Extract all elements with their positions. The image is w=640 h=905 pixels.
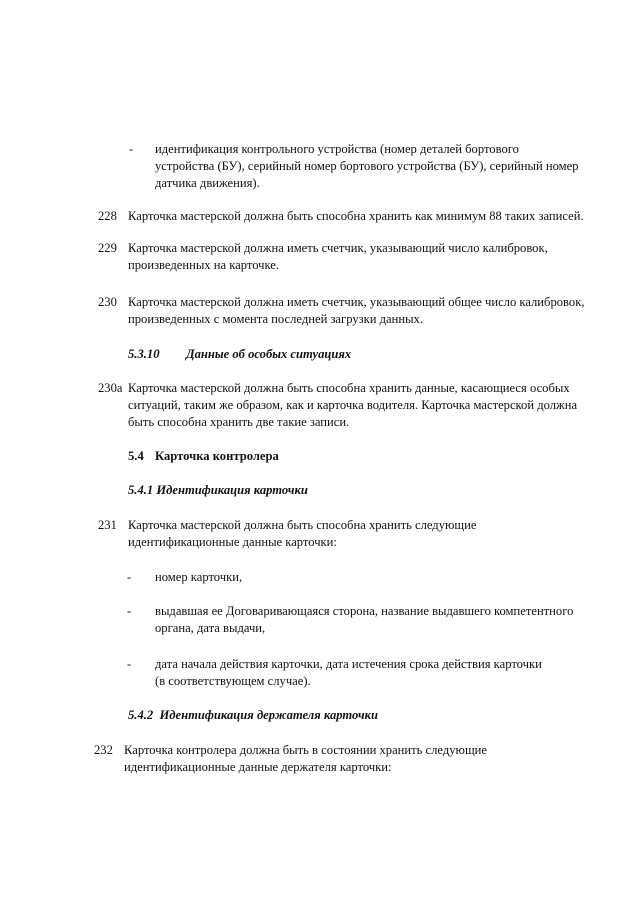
paragraph-number: 229: [98, 241, 117, 255]
text-line: Карточка мастерской должна быть способна хранить как минимум 88 таких записей.: [128, 209, 584, 223]
text-line: ситуаций, таким же образом, как и карточка водителя. Карточка мастерской должна: [128, 398, 578, 412]
text-line: дата начала действия карточки, дата истечения срока действия карточки: [155, 657, 542, 671]
subsection-heading: 5.4.1 Идентификация карточки: [128, 483, 308, 497]
bullet-item: [155, 603, 573, 637]
paragraph-229: [128, 240, 548, 274]
paragraph-number: 230a: [98, 381, 123, 395]
paragraph-231: [128, 517, 476, 551]
paragraph-number: 231: [98, 518, 117, 532]
paragraph-230: [128, 294, 584, 328]
bullet-marker: -: [129, 142, 134, 156]
bullet-item: [155, 569, 242, 586]
text-line: произведенных на карточке.: [128, 258, 280, 272]
section-number: 5.3.10: [128, 347, 160, 361]
top-bullet-text: [155, 141, 579, 192]
bullet-marker: -: [127, 604, 132, 618]
text-line: быть способна хранить две такие записи.: [128, 415, 350, 429]
section-title: Карточка контролера: [155, 449, 279, 463]
text-line: устройства (БУ), серийный номер бортового устройства (БУ), серийный номер: [155, 159, 579, 173]
bullet-marker: -: [127, 570, 132, 584]
paragraph-228: [128, 208, 584, 225]
bullet-marker: -: [127, 657, 132, 671]
section-title: Данные об особых ситуациях: [186, 347, 352, 361]
text-line: номер карточки,: [155, 570, 243, 584]
text-line: Карточка мастерской должна иметь счетчик, указывающий общее число калибровок,: [128, 295, 585, 309]
text-line: Карточка мастерской должна быть способна хранить следующие: [128, 518, 477, 532]
text-line: идентификационные данные держателя карточки:: [124, 760, 392, 774]
text-line: Карточка мастерской должна быть способна хранить данные, касающиеся особых: [128, 381, 570, 395]
paragraph-number: 232: [94, 743, 113, 757]
text-line: произведенных с момента последней загрузки данных.: [128, 312, 423, 326]
subsection-heading: 5.4.2 Идентификация держателя карточки: [128, 708, 378, 722]
section-number: 5.4: [128, 449, 144, 463]
text-line: датчика движения).: [155, 176, 260, 190]
paragraph-230a: [128, 380, 577, 431]
text-line: (в соответствующем случае).: [155, 674, 311, 688]
text-line: идентификационные данные карточки:: [128, 535, 337, 549]
text-line: органа, дата выдачи,: [155, 621, 266, 635]
paragraph-232: [124, 742, 487, 776]
text-line: выдавшая ее Договаривающаяся сторона, название выдавшего компетентного: [155, 604, 574, 618]
text-line: идентификация контрольного устройства (номер деталей бортового: [155, 142, 519, 156]
text-line: Карточка контролера должна быть в состоянии хранить следующие: [124, 743, 487, 757]
text-line: Карточка мастерской должна иметь счетчик, указывающий число калибровок,: [128, 241, 548, 255]
paragraph-number: 230: [98, 295, 117, 309]
bullet-item: [155, 656, 542, 690]
paragraph-number: 228: [98, 209, 117, 223]
